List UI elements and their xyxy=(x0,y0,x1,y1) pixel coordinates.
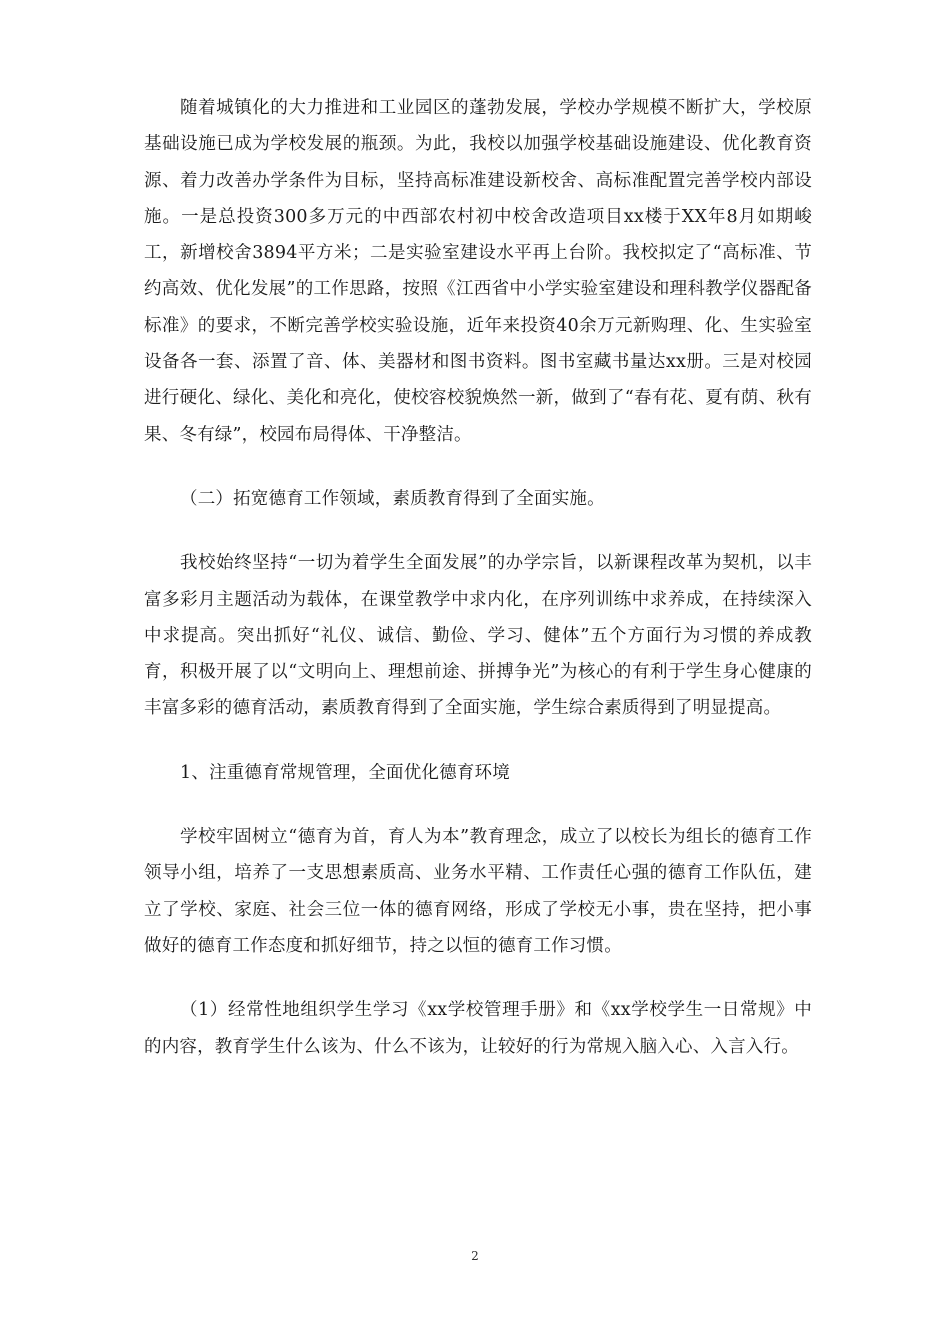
subsection-heading-routine-management: 1、注重德育常规管理，全面优化德育环境 xyxy=(180,762,510,783)
paragraph-moral-education: 我校始终坚持“一切为着学生全面发展”的办学宗旨，以新课程改革为契机，以丰富多彩月主题活动为载体，在课堂教学中求内化，在序列训练中求养成，在持续深入中求提高。突出抓好“礼仪、诚信、勤俭、学习、健体”五个方面行为习惯的养成教育，积极开展了以“文明向上、理想前途、拼搏争光”为核心的有利于学生身心健康的丰富多彩的德育活动，素质教育得到了全面实施，学生综合素质得到了明显提高。 xyxy=(144,553,812,719)
paragraph-routine-management: 学校牢固树立“德育为首，育人为本”教育理念，成立了以校长为组长的德育工作领导小组，培养了一支思想素质高、业务水平精、工作责任心强的德育工作队伍，建立了学校、家庭、社会三位一体的德育网络，形成了学校无小事，贵在坚持，把小事做好的德育工作态度和抓好细节，持之以恒的德育工作习惯。 xyxy=(144,827,812,956)
document-body xyxy=(144,90,812,1065)
paragraph-item-1: （1）经常性地组织学生学习《xx学校管理手册》和《xx学校学生一日常规》中的内容，教育学生什么该为、什么不该为，让较好的行为常规入脑入心、入言入行。 xyxy=(144,1000,812,1057)
page-number: 2 xyxy=(471,1249,479,1263)
paragraph-infrastructure: 随着城镇化的大力推进和工业园区的蓬勃发展，学校办学规模不断扩大，学校原基础设施已成为学校发展的瓶颈。为此，我校以加强学校基础设施建设、优化教育资源、着力改善办学条件为目标，坚持高标准建设新校舍、高标准配置完善学校内部设施。一是总投资300多万元的中西部农村初中校舍改造项目xx楼于XX年8月如期峻工，新增校舍3894平方米；二是实验室建设水平再上台阶。我校拟定了“高标准、节约高效、优化发展”的工作思路，按照《江西省中小学实验室建设和理科教学仪器配备标准》的要求，不断完善学校实验设施，近年来投资40余万元新购理、化、生实验室设备各一套、添置了音、体、美器材和图书资料。图书室藏书量达xx册。三是对校园进行硬化、绿化、美化和亮化，使校容校貌焕然一新，做到了“春有花、夏有荫、秋有果、冬有绿”，校园布局得体、干净整洁。 xyxy=(144,98,812,445)
section-heading-moral-education: （二）拓宽德育工作领域，素质教育得到了全面实施。 xyxy=(180,488,605,509)
